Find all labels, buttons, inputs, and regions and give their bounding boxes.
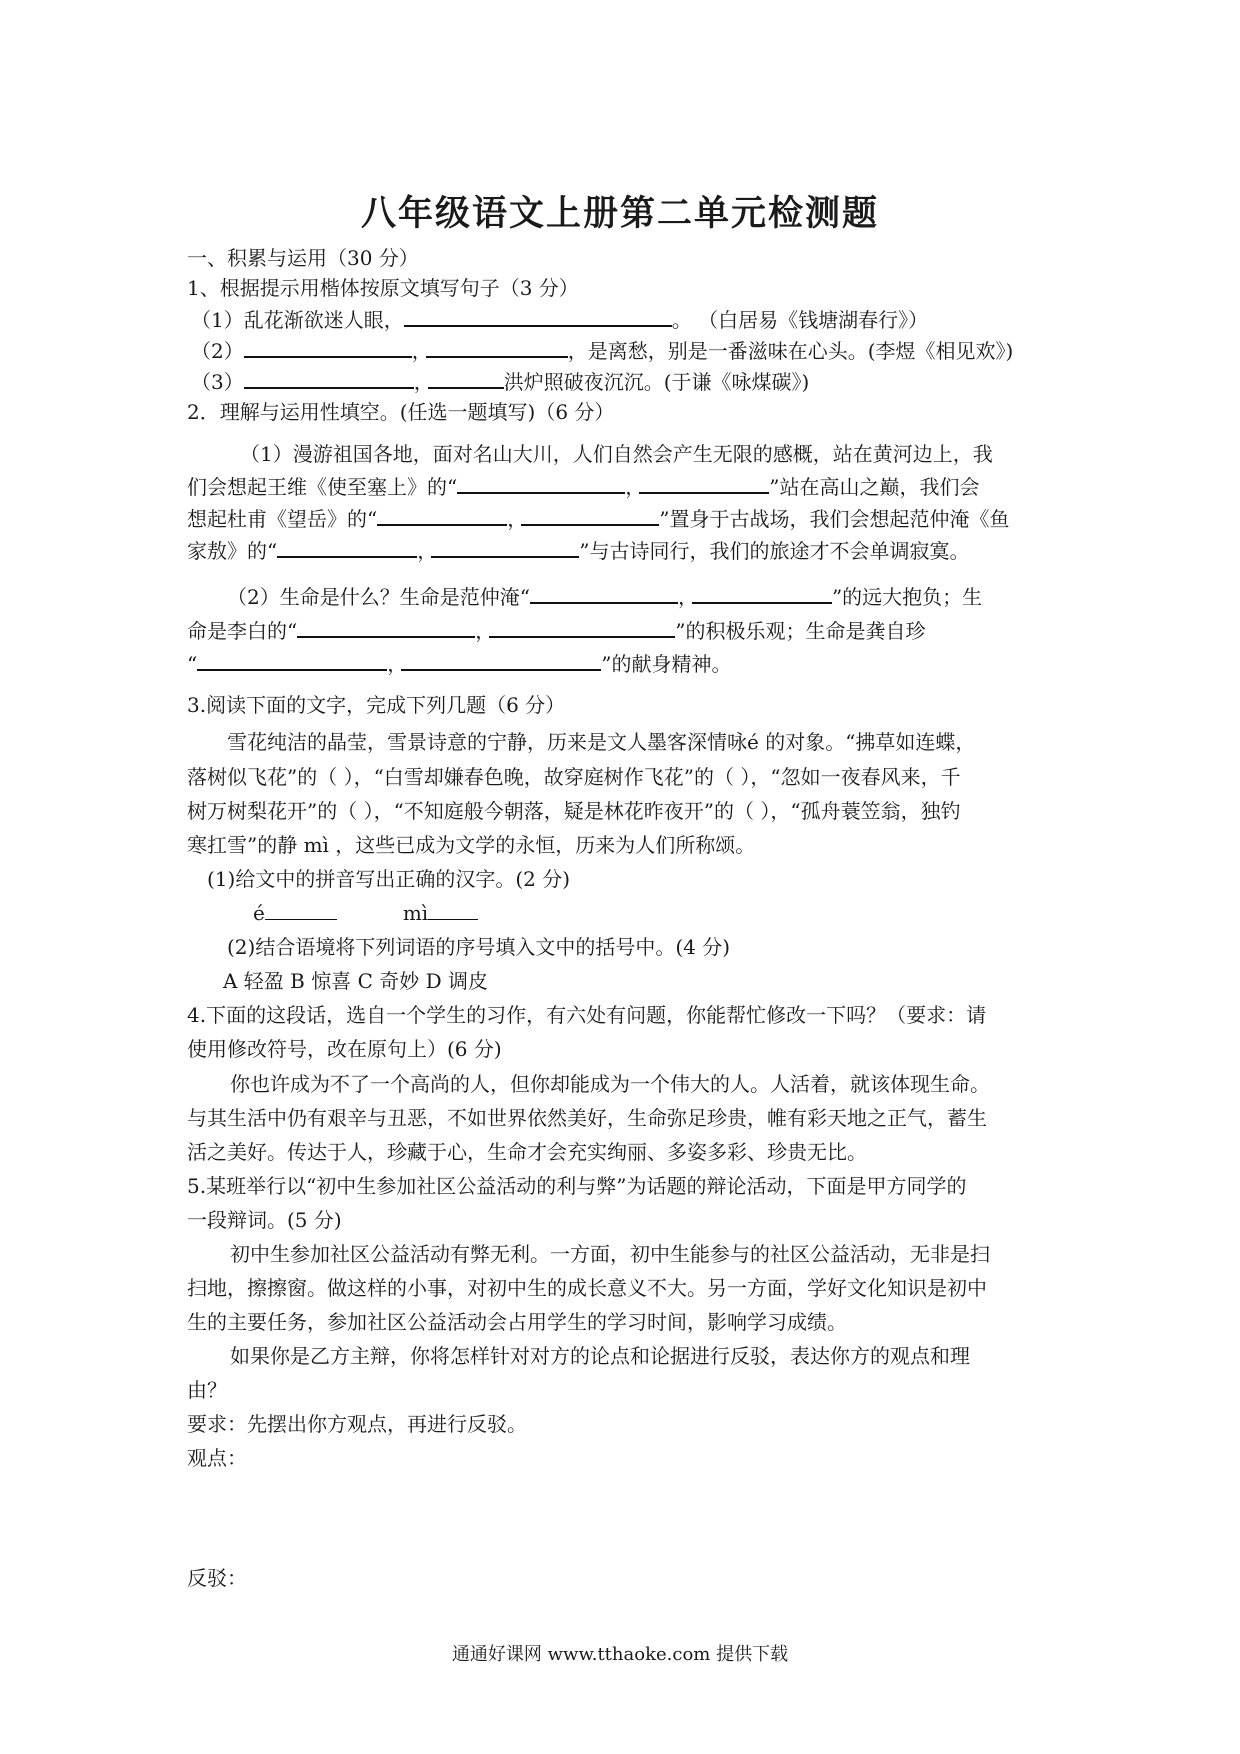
paragraph-line: 命是李白的“ ， ”的积极乐观；生命是龚自珍 [187, 614, 925, 646]
question-heading: 使用修改符号，改在原句上）(6 分) [187, 1037, 502, 1061]
paragraph-line: （2）生命是什么？生命是范仲淹“ ， ”的远大抱负；生 [227, 580, 982, 612]
paragraph-line: 与其生活中仍有艰辛与丑恶，不如世界依然美好，生命弥足珍贵，帷有彩天地之正气，蓄生 [187, 1106, 987, 1130]
paragraph-line: 活之美好。传达于人，珍藏于心，生命才会充实绚丽、多姿多彩、珍贵无比。 [187, 1140, 867, 1164]
paragraph-line: 落树似飞花”的（ ），“白雪却嫌春色晚，故穿庭树作飞花”的（ ），“忽如一夜春风来，千 [187, 765, 961, 789]
paragraph-line: 初中生参加社区公益活动有弊无利。一方面，初中生能参与的社区公益活动，无非是扫 [230, 1242, 990, 1266]
question-heading: 5.某班举行以“初中生参加社区公益活动的利与弊”为话题的辩论活动，下面是甲方同学的 [187, 1174, 967, 1198]
section-heading: 一、积累与运用（30 分） [187, 246, 419, 270]
answer-blank[interactable] [404, 303, 672, 327]
paragraph-line: 树万树梨花开”的（ ），“不知庭般今朝落，疑是林花昨夜开”的（ ），“孤舟蓑笠翁，独钓 [187, 799, 961, 823]
answer-blank[interactable] [639, 470, 769, 494]
answer-blank[interactable] [489, 614, 675, 638]
answer-blank[interactable] [197, 647, 387, 671]
question-line: （2） ， ，是离愁，别是一番滋味在心头。(李煜《相见欢》) [191, 334, 1013, 366]
paragraph-line: 雪花纯洁的晶莹，雪景诗意的宁静，历来是文人墨客深情咏é 的对象。“拂草如连蝶， [227, 730, 976, 754]
question-heading: 3.阅读下面的文字，完成下列几题（6 分） [187, 693, 566, 717]
paragraph-line: 家敖》的“ ， ”与古诗同行，我们的旅途才不会单调寂寞。 [187, 534, 969, 566]
answer-blank[interactable] [297, 614, 475, 638]
paragraph-line: 们会想起王维《使至塞上》的“ ， ”站在高山之巅，我们会 [187, 470, 1053, 502]
paragraph-line: 扫地，擦擦窗。做这样的小事，对初中生的成长意义不大。另一方面，学好文化知识是初中 [187, 1276, 987, 1300]
viewpoint-label: 观点： [187, 1446, 247, 1470]
answer-blank[interactable] [692, 580, 832, 604]
footer-credit: 通通好课网 www.tthaoke.com 提供下载 [451, 1644, 789, 1665]
answer-blank[interactable] [244, 334, 412, 358]
question-line: （3） ， 洪炉照破夜沉沉。(于谦《咏煤碳》) [191, 365, 809, 397]
answer-blank[interactable] [265, 897, 337, 920]
answer-blank[interactable] [428, 365, 504, 389]
sub-question: (1)给文中的拼音写出正确的汉字。(2 分) [207, 867, 571, 891]
answer-blank[interactable] [521, 502, 659, 526]
answer-blank[interactable] [401, 647, 601, 671]
paragraph-line: （1）漫游祖国各地，面对名山大川，人们自然会产生无限的感概，站在黄河边上，我 [240, 442, 993, 466]
answer-blank[interactable] [431, 534, 579, 558]
rebuttal-label: 反驳： [187, 1566, 247, 1590]
paragraph-line: 寒扛雪”的静 mì ，这些已成为文学的永恒，历来为人们所称颂。 [187, 833, 756, 857]
paragraph-line: 如果你是乙方主辩，你将怎样针对对方的论点和论据进行反驳，表达你方的观点和理 [230, 1344, 970, 1368]
question-heading: 4.下面的这段话，选自一个学生的习作，有六处有问题，你能帮忙修改一下吗？（要求：请 [187, 1003, 987, 1027]
answer-blank[interactable] [428, 897, 478, 920]
paragraph-line: 由？ [187, 1378, 227, 1402]
answer-blank[interactable] [426, 334, 568, 358]
paragraph-line: 生的主要任务，参加社区公益活动会占用学生的学习时间，影响学习成绩。 [187, 1310, 847, 1334]
paragraph-line: “ ， ”的献身精神。 [187, 647, 731, 679]
pinyin-blanks: é mì [253, 897, 478, 929]
answer-blank[interactable] [244, 365, 414, 389]
word-options: A 轻盈 B 惊喜 C 奇妙 D 调皮 [223, 969, 488, 993]
paragraph-line: 你也许成为不了一个高尚的人，但你却能成为一个伟大的人。人活着，就该体现生命。 [230, 1072, 990, 1096]
question-heading: 2．理解与运用性填空。(任选一题填写)（6 分） [187, 400, 615, 424]
answer-blank[interactable] [377, 502, 507, 526]
page-title: 八年级语文上册第二单元检测题 [360, 193, 879, 234]
question-heading: 一段辩词。(5 分) [187, 1208, 342, 1232]
paragraph-line: 想起杜甫《望岳》的“ ， ”置身于古战场，我们会想起范仲淹《鱼 [187, 502, 1009, 534]
answer-blank[interactable] [530, 580, 678, 604]
question-line: （1）乱花渐欲迷人眼， 。 （白居易《钱塘湖春行》） [191, 303, 928, 335]
question-heading: 1、根据提示用楷体按原文填写句子（3 分） [187, 276, 579, 300]
answer-blank[interactable] [277, 534, 417, 558]
sub-question: (2)结合语境将下列词语的序号填入文中的括号中。(4 分) [227, 935, 731, 959]
answer-blank[interactable] [457, 470, 625, 494]
requirement-line: 要求：先摆出你方观点，再进行反驳。 [187, 1412, 527, 1436]
